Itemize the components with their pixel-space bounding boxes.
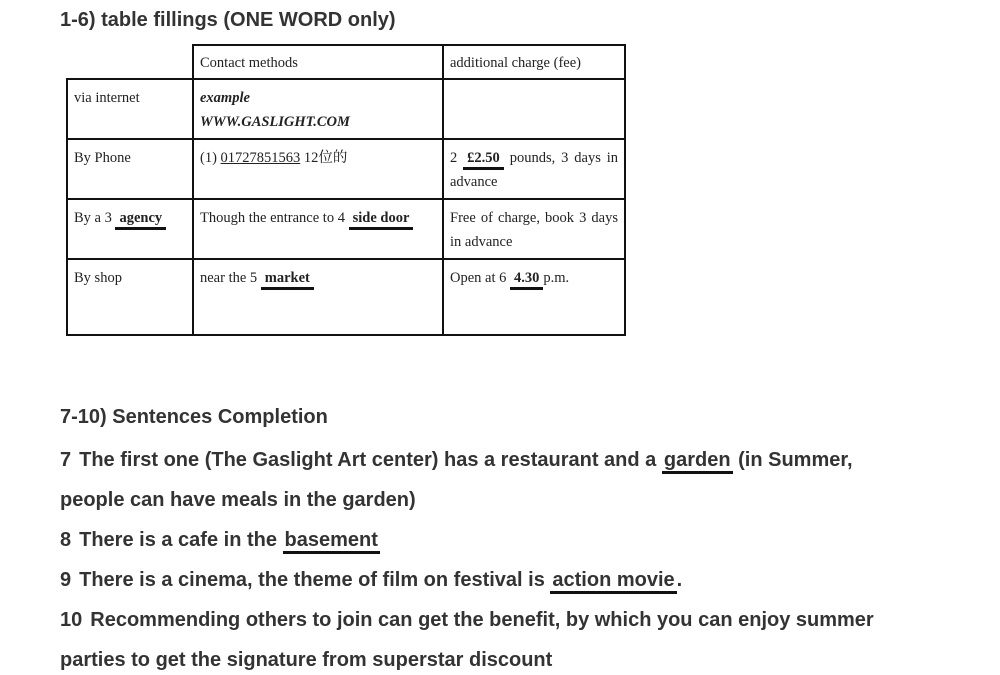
table-section-heading: 1-6) table fillings (ONE WORD only) — [60, 9, 396, 31]
fill-in-table — [66, 44, 626, 336]
question-number: (1) — [200, 150, 217, 166]
table-row-phone — [67, 139, 625, 199]
table-row-shop — [67, 259, 625, 335]
sentence-text: (in Summer, — [738, 449, 853, 471]
contact-cell — [193, 139, 443, 199]
answer-market: market — [261, 269, 314, 290]
answer-fee: £2.50 — [463, 149, 504, 170]
question-number: By a 3 — [74, 210, 112, 226]
contact-cell — [193, 259, 443, 335]
answer-basement: basement — [283, 529, 380, 554]
answer-action-movie: action movie — [550, 569, 676, 594]
sentences-section-heading: 7-10) Sentences Completion — [60, 406, 328, 428]
question-text: Open at 6 — [450, 270, 507, 286]
sentence-10 — [60, 606, 874, 634]
method-cell — [67, 199, 193, 259]
question-number: 2 — [450, 150, 458, 166]
table-header-row — [67, 45, 625, 79]
sentence-9 — [60, 566, 682, 594]
sentence-text: . — [676, 569, 683, 591]
sentence-text: There is a cinema, the theme of film on festival is — [79, 569, 545, 591]
charge-cell — [443, 79, 625, 139]
charge-cell — [443, 139, 625, 199]
sentence-text: There is a cafe in the — [79, 529, 277, 551]
sentence-number: 8 — [60, 529, 72, 551]
sentence-number: 9 — [60, 569, 72, 591]
table-row-agency — [67, 199, 625, 259]
answer-agency: agency — [115, 209, 166, 230]
answer-side-door: side door — [349, 209, 414, 230]
method-cell: via internet — [67, 79, 193, 139]
table-corner-cell — [67, 45, 193, 79]
header-additional-charge: additional charge (fee) — [443, 45, 625, 79]
method-cell: By Phone — [67, 139, 193, 199]
answer-phone-number: 01727851563 — [220, 150, 301, 166]
question-text: Though the entrance to 4 — [200, 210, 345, 226]
time-suffix: p.m. — [543, 270, 570, 286]
sentence-7 — [60, 446, 853, 474]
method-cell: By shop — [67, 259, 193, 335]
contact-cell — [193, 79, 443, 139]
charge-text: pounds, 3 days in advance — [450, 150, 619, 190]
charge-cell — [443, 259, 625, 335]
sentence-number: 10 — [60, 609, 83, 631]
answer-time: 4.30 — [510, 269, 543, 290]
sentence-10-continued: parties to get the signature from superstar discount — [60, 649, 553, 671]
example-label: example — [200, 90, 250, 106]
sentence-7-continued: people can have meals in the garden) — [60, 489, 416, 511]
contact-cell — [193, 199, 443, 259]
question-text: near the 5 — [200, 270, 258, 286]
sentence-text: Recommending others to join can get the benefit, by which you can enjoy summer — [90, 609, 874, 631]
example-url: WWW.GASLIGHT.COM — [200, 114, 350, 130]
header-contact-methods: Contact methods — [193, 45, 443, 79]
answer-note: 12位的 — [303, 150, 348, 166]
sentence-number: 7 — [60, 449, 72, 471]
answer-garden: garden — [662, 449, 733, 474]
charge-cell: Free of charge, book 3 days in advance — [443, 199, 625, 259]
table-row-internet — [67, 79, 625, 139]
sentence-8 — [60, 526, 380, 554]
sentence-text: The first one (The Gaslight Art center) has a restaurant and a — [79, 449, 657, 471]
